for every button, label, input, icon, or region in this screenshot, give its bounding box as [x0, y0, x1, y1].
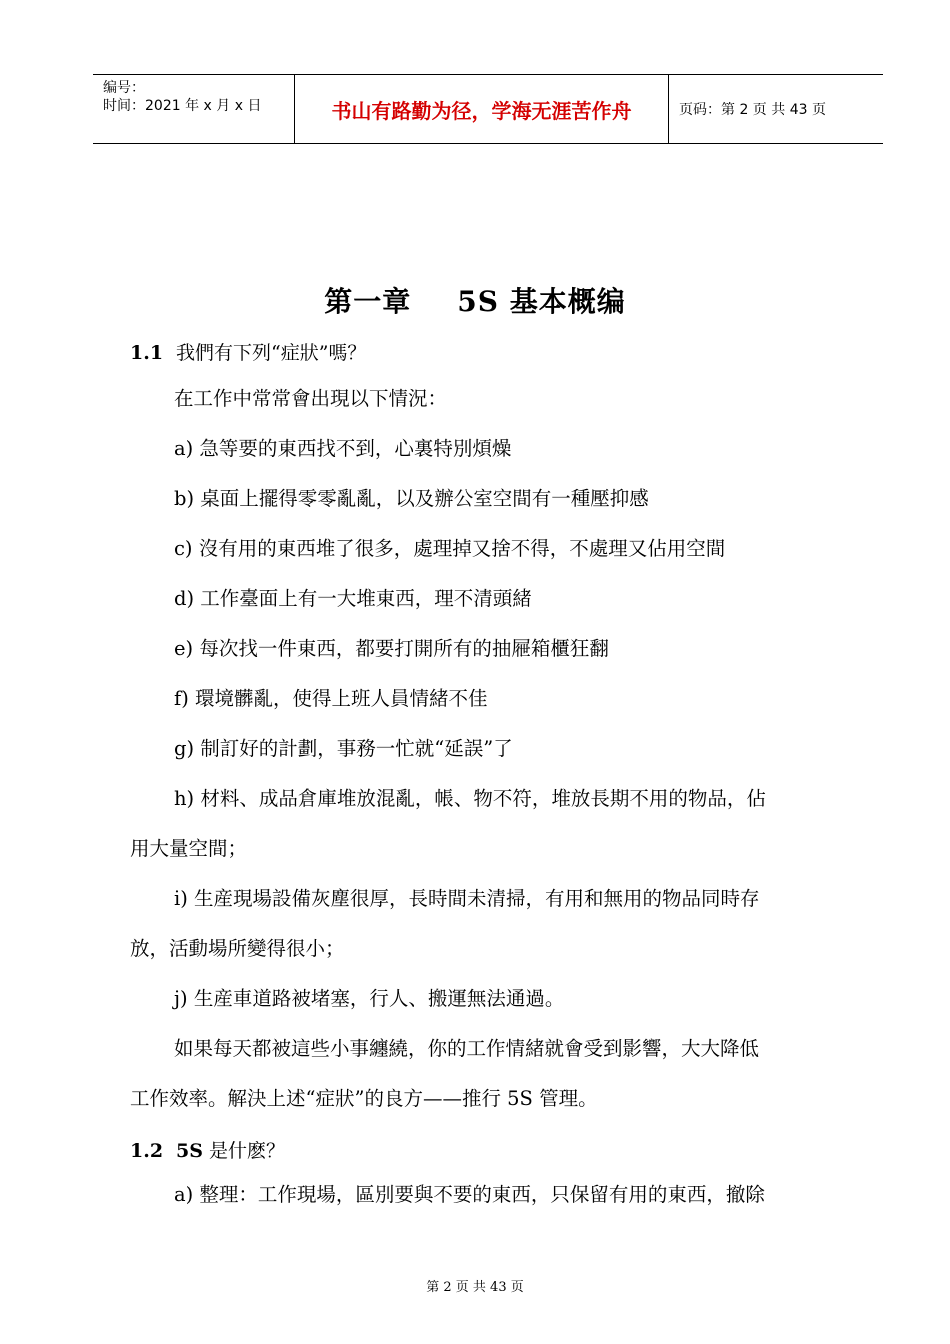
list-item-text-continued: 放，活動場所變得很小； — [130, 937, 345, 960]
chapter-title-left: 第一章 — [324, 285, 412, 318]
list-item-text: f) 環境髒亂，使得上班人員情緒不佳 — [174, 687, 488, 710]
list-item-i — [130, 874, 848, 974]
header-meta — [93, 75, 295, 143]
list-item — [130, 524, 848, 574]
header-page-label: 页码：第 2 页 共 43 页 — [679, 102, 826, 118]
list-item-text: c) 沒有用的東西堆了很多，處理掉又捨不得，不處理又佔用空間 — [174, 537, 726, 560]
list-item-h — [130, 774, 848, 874]
list-item — [130, 674, 848, 724]
section-title: 我們有下列“症狀”嗎？ — [176, 342, 367, 364]
list-item-j — [130, 974, 848, 1024]
header-motto-text: 书山有路勤为径，学海无涯苦作舟 — [331, 98, 632, 123]
list-item-text-continued: 用大量空間； — [130, 837, 248, 860]
list-item-text: g) 制訂好的計劃，事務一忙就“延誤”了 — [174, 737, 513, 760]
list-item-text: a) 急等要的東西找不到，心裏特別煩燥 — [174, 437, 512, 460]
list-item-text: a) 整理：工作現場，區別要與不要的東西，只保留有用的東西，撤除 — [174, 1183, 765, 1206]
section-heading-1-1 — [130, 338, 366, 365]
list-item — [130, 1170, 848, 1220]
list-item-text: h) 材料、成品倉庫堆放混亂，帳、物不符，堆放長期不用的物品，佔 — [174, 787, 766, 810]
paragraph-intro — [130, 374, 848, 424]
list-item — [130, 624, 848, 674]
list-item-text: d) 工作臺面上有一大堆東西，理不清頭緒 — [174, 587, 532, 610]
conclusion-text-continued: 工作效率。解決上述“症狀”的良方——推行 5S 管理。 — [130, 1087, 598, 1110]
list-item-text: b) 桌面上擺得零零亂亂，以及辦公室空間有一種壓抑感 — [174, 487, 649, 510]
list-item-text: e) 每次找一件東西，都要打開所有的抽屜箱櫃狂翻 — [174, 637, 609, 660]
chapter-title — [0, 280, 950, 320]
list-item — [130, 574, 848, 624]
list-item-text: j) 生産車道路被堵塞，行人、搬運無法通過。 — [174, 987, 565, 1010]
list-item — [130, 724, 848, 774]
page-header — [93, 74, 883, 144]
intro-text: 在工作中常常會出現以下情況： — [174, 387, 448, 410]
header-motto — [295, 75, 669, 143]
section-heading-1-2 — [130, 1136, 285, 1163]
section-number: 1.2 — [130, 1140, 164, 1162]
page-footer — [0, 1276, 950, 1295]
section-number: 1.1 — [130, 342, 164, 364]
paragraph-conclusion — [130, 1024, 848, 1124]
list-item — [130, 474, 848, 524]
footer-page-number: 第 2 页 共 43 页 — [426, 1280, 524, 1295]
section-title: 是什麽？ — [202, 1140, 285, 1162]
conclusion-text: 如果每天都被這些小事纏繞，你的工作情緒就會受到影響，大大降低 — [174, 1037, 760, 1060]
header-page-info — [669, 75, 883, 143]
header-time-label: 时间：2021 年 x 月 x 日 — [103, 98, 262, 114]
list-item — [130, 424, 848, 474]
list-item-text: i) 生産現場設備灰塵很厚，長時間未清掃，有用和無用的物品同時存 — [174, 887, 760, 910]
header-number-label: 编号： — [103, 80, 145, 96]
chapter-title-right: 5S 基本概编 — [457, 285, 626, 318]
section-title-bold: 5S — [176, 1140, 203, 1162]
